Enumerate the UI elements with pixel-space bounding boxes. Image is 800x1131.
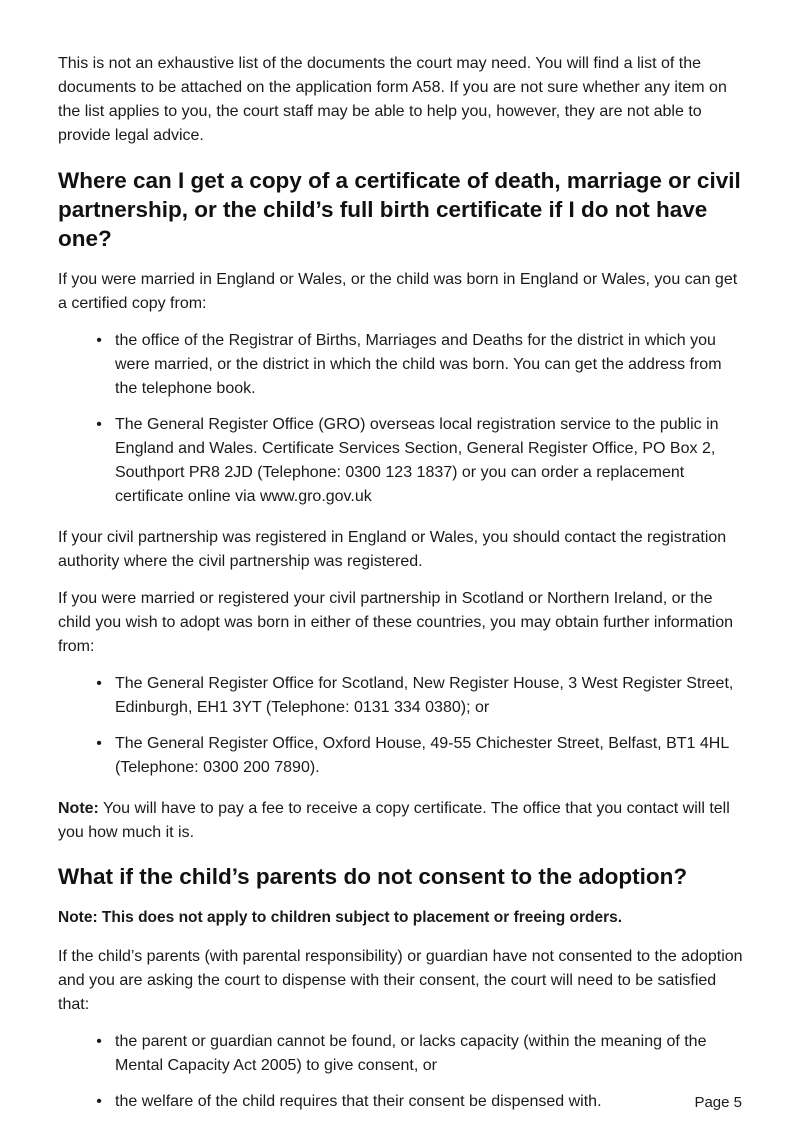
list-item <box>58 329 748 401</box>
consent-paragraph: If the child’s parents (with parental responsibility) or guardian have not consented to the adoption and you are asking the court to dispense with their consent, the court will need to be satisfied that: <box>58 948 743 1013</box>
list-item <box>58 413 748 509</box>
consent-conditions-list <box>58 1030 748 1114</box>
list-item-text: the welfare of the child requires that their consent be dispensed with. <box>115 1093 602 1110</box>
bullet-icon: • <box>96 735 102 752</box>
placement-note: Note: This does not apply to children subject to placement or freeing orders. <box>58 909 623 926</box>
civil-partnership-paragraph: If your civil partnership was registered in England or Wales, you should contact the registration authority where the civil partnership was registered. <box>58 529 727 570</box>
page-number: Page 5 <box>694 1094 742 1111</box>
scotland-ni-paragraph: If you were married or registered your civil partnership in Scotland or Northern Ireland, or the child you wish to adopt was born in either of these countries, you may obtain further information from: <box>58 590 734 655</box>
fee-note <box>58 797 748 845</box>
note-label: Note: <box>58 800 99 817</box>
list-item <box>58 1090 748 1114</box>
list-item-text: The General Register Office for Scotland, New Register House, 3 West Register Street, Edinburgh, EH1 3YT (Telephone: 0131 334 0380); or <box>115 675 734 716</box>
bullet-icon: • <box>96 416 102 433</box>
certificate-heading: Where can I get a copy of a certificate of death, marriage or civil partnership, or the child’s full birth certificate if I do not have one? <box>58 168 741 251</box>
note-text: You will have to pay a fee to receive a copy certificate. The office that you contact will tell you how much it is. <box>58 800 730 841</box>
consent-heading: What if the child’s parents do not consent to the adoption? <box>58 864 688 889</box>
england-wales-sources-list <box>58 329 748 509</box>
list-item-text: The General Register Office (GRO) overseas local registration service to the public in England and Wales. Certificate Services Section, General Register Office, PO Box 2, Southport PR8 2JD (Telephone: 0300 123 1837) or you can order a replacement certificate online via www.gro.gov.uk <box>115 416 719 505</box>
intro-paragraph: This is not an exhaustive list of the documents the court may need. You will find a list of the documents to be attached on the application form A58. If you are not sure whether any item on the list applies to you, the court staff may be able to help you, however, they are not able to provide legal advice. <box>58 55 727 144</box>
list-item-text: The General Register Office, Oxford House, 49-55 Chichester Street, Belfast, BT1 4HL (Telephone: 0300 200 7890). <box>115 735 729 776</box>
bullet-icon: • <box>96 1093 102 1110</box>
list-item <box>58 1030 748 1078</box>
bullet-icon: • <box>96 1033 102 1050</box>
list-item <box>58 732 748 780</box>
bullet-icon: • <box>96 332 102 349</box>
document-page <box>58 52 748 1131</box>
list-item <box>58 672 748 720</box>
list-item-text: the office of the Registrar of Births, Marriages and Deaths for the district in which you were married, or the district in which the child was born. You can get the address from the telephone book. <box>115 332 722 397</box>
list-item-text: the parent or guardian cannot be found, or lacks capacity (within the meaning of the Mental Capacity Act 2005) to give consent, or <box>115 1033 707 1074</box>
scotland-ni-sources-list <box>58 672 748 780</box>
bullet-icon: • <box>96 675 102 692</box>
certified-copy-paragraph: If you were married in England or Wales, or the child was born in England or Wales, you can get a certified copy from: <box>58 271 738 312</box>
